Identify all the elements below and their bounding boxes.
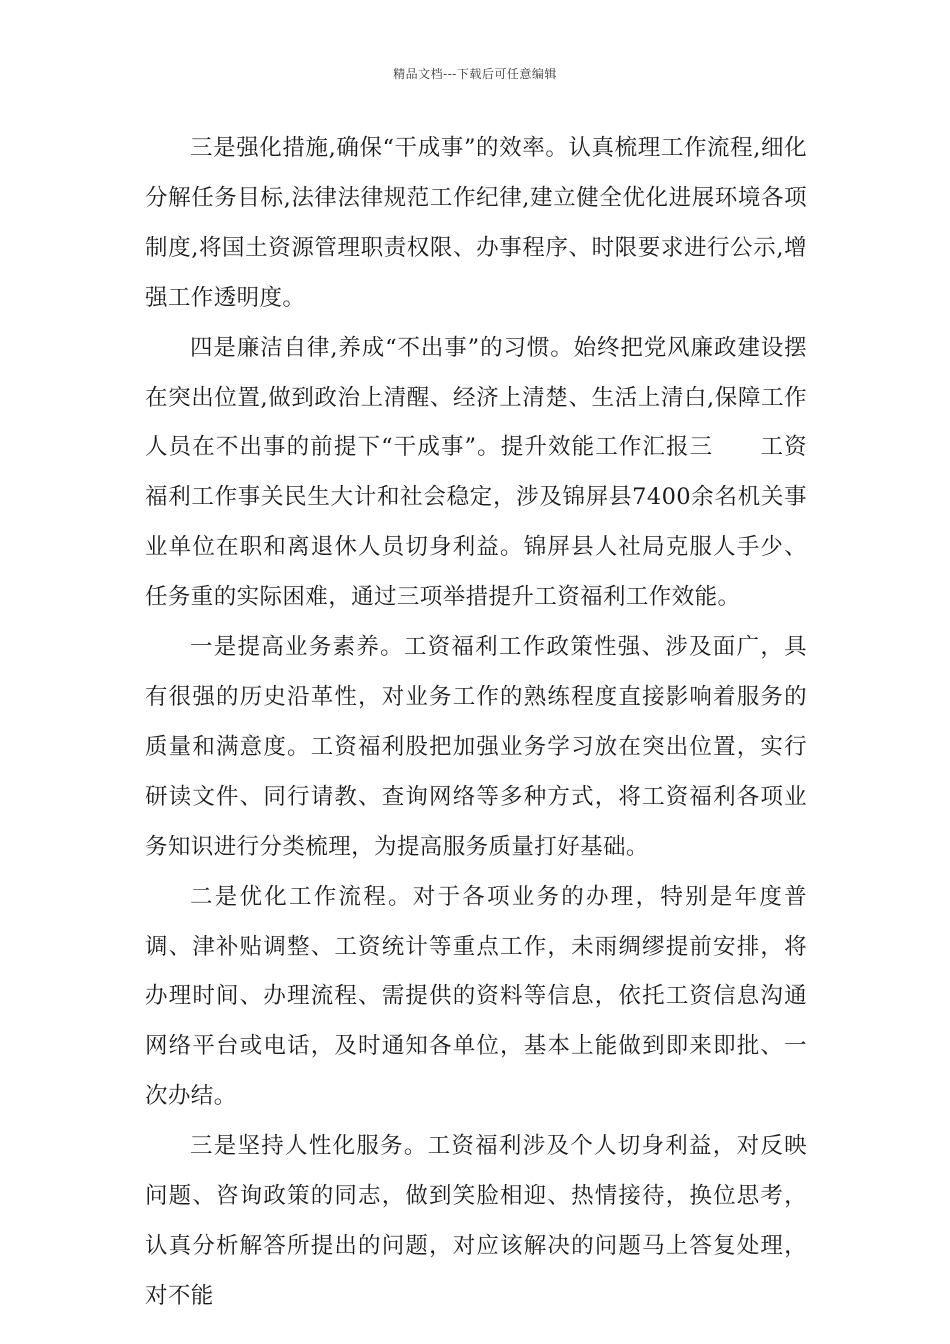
paragraph-measures: 三是强化措施,确保“干成事”的效率。认真梳理工作流程,细化分解任务目标,法律法律规范工作纪律,建立健全优化进展环境各项制度,将国土资源管理职责权限、办事程序、时限要求进行公示,增强工作透明度。: [145, 135, 807, 311]
page-header: 精品文档---下载后可任意编辑: [393, 67, 557, 81]
paragraph-humanized-service: 三是坚持人性化服务。工资福利涉及个人切身利益，对反映问题、咨询政策的同志，做到笑脸相迎、热情接待，换位思考，认真分析解答所提出的问题，对应该解决的问题马上答复处理，对不能: [145, 1133, 807, 1309]
paragraph-business-skills: 一是提高业务素养。工资福利工作政策性强、涉及面广，具有很强的历史沿革性，对业务工作的熟练程度直接影响着服务的质量和满意度。工资福利股把加强业务学习放在突出位置，实行研读文件、同行请教、查询网络等多种方式，将工资福利各项业务知识进行分类梳理，为提高服务质量打好基础。: [145, 634, 807, 860]
paragraph-self-discipline: 四是廉洁自律,养成“不出事”的习惯。始终把党风廉政建设摆在突出位置,做到政治上清醒、经济上清楚、生活上清白,保障工作人员在不出事的前提下“干成事”。提升效能工作汇报三 工资福利工作事关民生大计和社会稳定，涉及锦屏县7400余名机关事业单位在职和离退休人员切身利益。锦屏县人社局克服人手少、任务重的实际困难，通过三项举措提升工资福利工作效能。: [145, 334, 807, 611]
paragraph-workflow: 二是优化工作流程。对于各项业务的办理，特别是年度普调、津补贴调整、工资统计等重点工作，未雨绸缪提前安排，将办理时间、办理流程、需提供的资料等信息，依托工资信息沟通网络平台或电话，及时通知各单位，基本上能做到即来即批、一次办结。: [145, 883, 807, 1110]
document-body: [145, 124, 807, 1322]
